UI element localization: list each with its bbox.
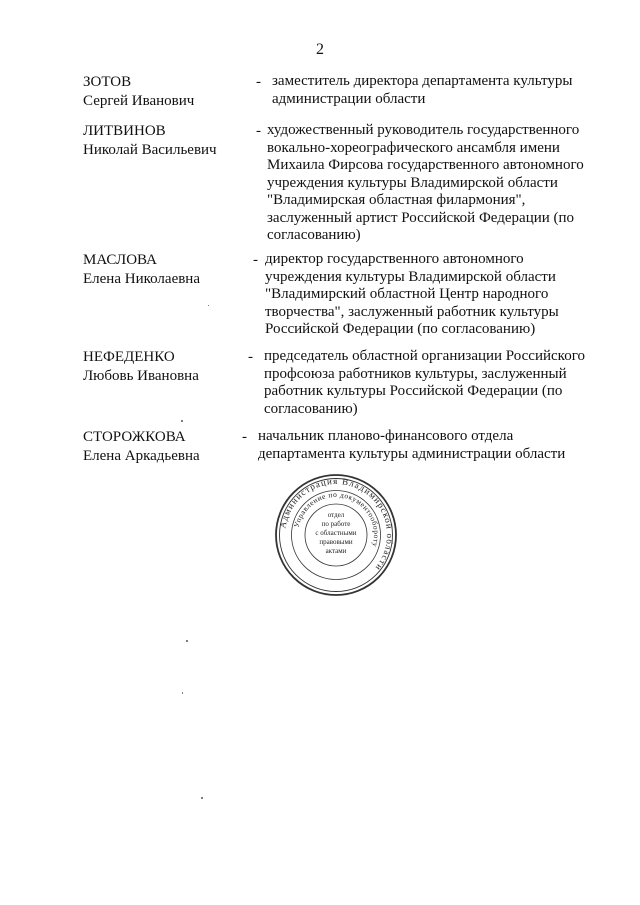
- member-surname: ЗОТОВ: [83, 74, 132, 90]
- dash: -: [253, 252, 258, 268]
- position-line: работник культуры Российской Федерации (по: [264, 383, 563, 399]
- position-line: заслуженный артист Российской Федерации (по: [267, 209, 575, 226]
- member-name: [83, 348, 243, 386]
- member-given-name: Любовь Ивановна: [83, 368, 199, 384]
- dash: -: [256, 123, 261, 139]
- position-line: согласованию): [264, 400, 358, 417]
- dash: -: [256, 74, 261, 90]
- page-number: 2: [316, 41, 324, 58]
- member-position: [258, 428, 565, 463]
- position-line: "Владимирская областная филармония",: [267, 192, 526, 208]
- member-position: [272, 73, 572, 108]
- position-line: учреждения культуры Владимирской области: [267, 174, 558, 191]
- scan-speck: [186, 640, 188, 642]
- stamp-center-line: правовыми: [319, 538, 353, 546]
- stamp-center-line: по работе: [321, 520, 351, 528]
- position-line: согласованию): [267, 227, 361, 243]
- scan-speck: [181, 420, 183, 422]
- position-line: начальник планово-финансового отдела: [258, 428, 514, 444]
- stamp-center-line: актами: [325, 547, 347, 555]
- position-line: Российской Федерации (по согласованию): [265, 321, 536, 337]
- stamp-center-line: с областными: [315, 529, 357, 537]
- position-line: председатель областной организации Российского: [264, 348, 585, 364]
- member-given-name: Елена Николаевна: [83, 271, 200, 287]
- scan-speck: [182, 692, 183, 694]
- member-given-name: Сергей Иванович: [83, 93, 195, 109]
- position-line: департамента культуры администрации области: [258, 445, 566, 462]
- position-line: профсоюза работников культуры, заслуженный: [264, 365, 567, 382]
- position-line: "Владимирский областной Центр народного: [265, 286, 549, 302]
- member-name: [83, 122, 243, 160]
- position-line: заместитель директора департамента культуры: [272, 73, 573, 89]
- member-position: [267, 122, 584, 245]
- member-name: [83, 428, 243, 466]
- member-surname: СТОРОЖКОВА: [83, 429, 186, 445]
- member-surname: ЛИТВИНОВ: [83, 123, 166, 139]
- position-line: учреждения культуры Владимирской области: [265, 268, 556, 285]
- member-position: [264, 348, 585, 418]
- scan-speck: [201, 797, 203, 799]
- member-given-name: Елена Аркадьевна: [83, 448, 200, 464]
- stamp-outer-text: Администрация Владимирской области: [277, 475, 396, 574]
- stamp-middle-text: Управление по документообороту: [291, 489, 382, 549]
- position-line: администрации области: [272, 90, 426, 107]
- scan-speck: [208, 305, 209, 306]
- position-line: вокально-хореографического ансамбля имени: [267, 139, 560, 156]
- member-surname: МАСЛОВА: [83, 252, 157, 268]
- position-line: творчества", заслуженный работник культуры: [265, 303, 559, 320]
- member-given-name: Николай Васильевич: [83, 142, 217, 158]
- dash: -: [248, 349, 253, 365]
- position-line: Михаила Фирсова государственного автономного: [267, 157, 584, 173]
- dash: -: [242, 429, 247, 445]
- official-stamp: [274, 473, 398, 597]
- stamp-seal: [274, 473, 398, 597]
- member-surname: НЕФЕДЕНКО: [83, 349, 175, 365]
- member-position: [265, 251, 559, 339]
- member-name: [83, 251, 243, 289]
- position-line: художественный руководитель государственного: [267, 122, 580, 138]
- position-line: директор государственного автономного: [265, 251, 524, 267]
- member-name: [83, 73, 243, 111]
- stamp-center-line: отдел: [327, 511, 345, 519]
